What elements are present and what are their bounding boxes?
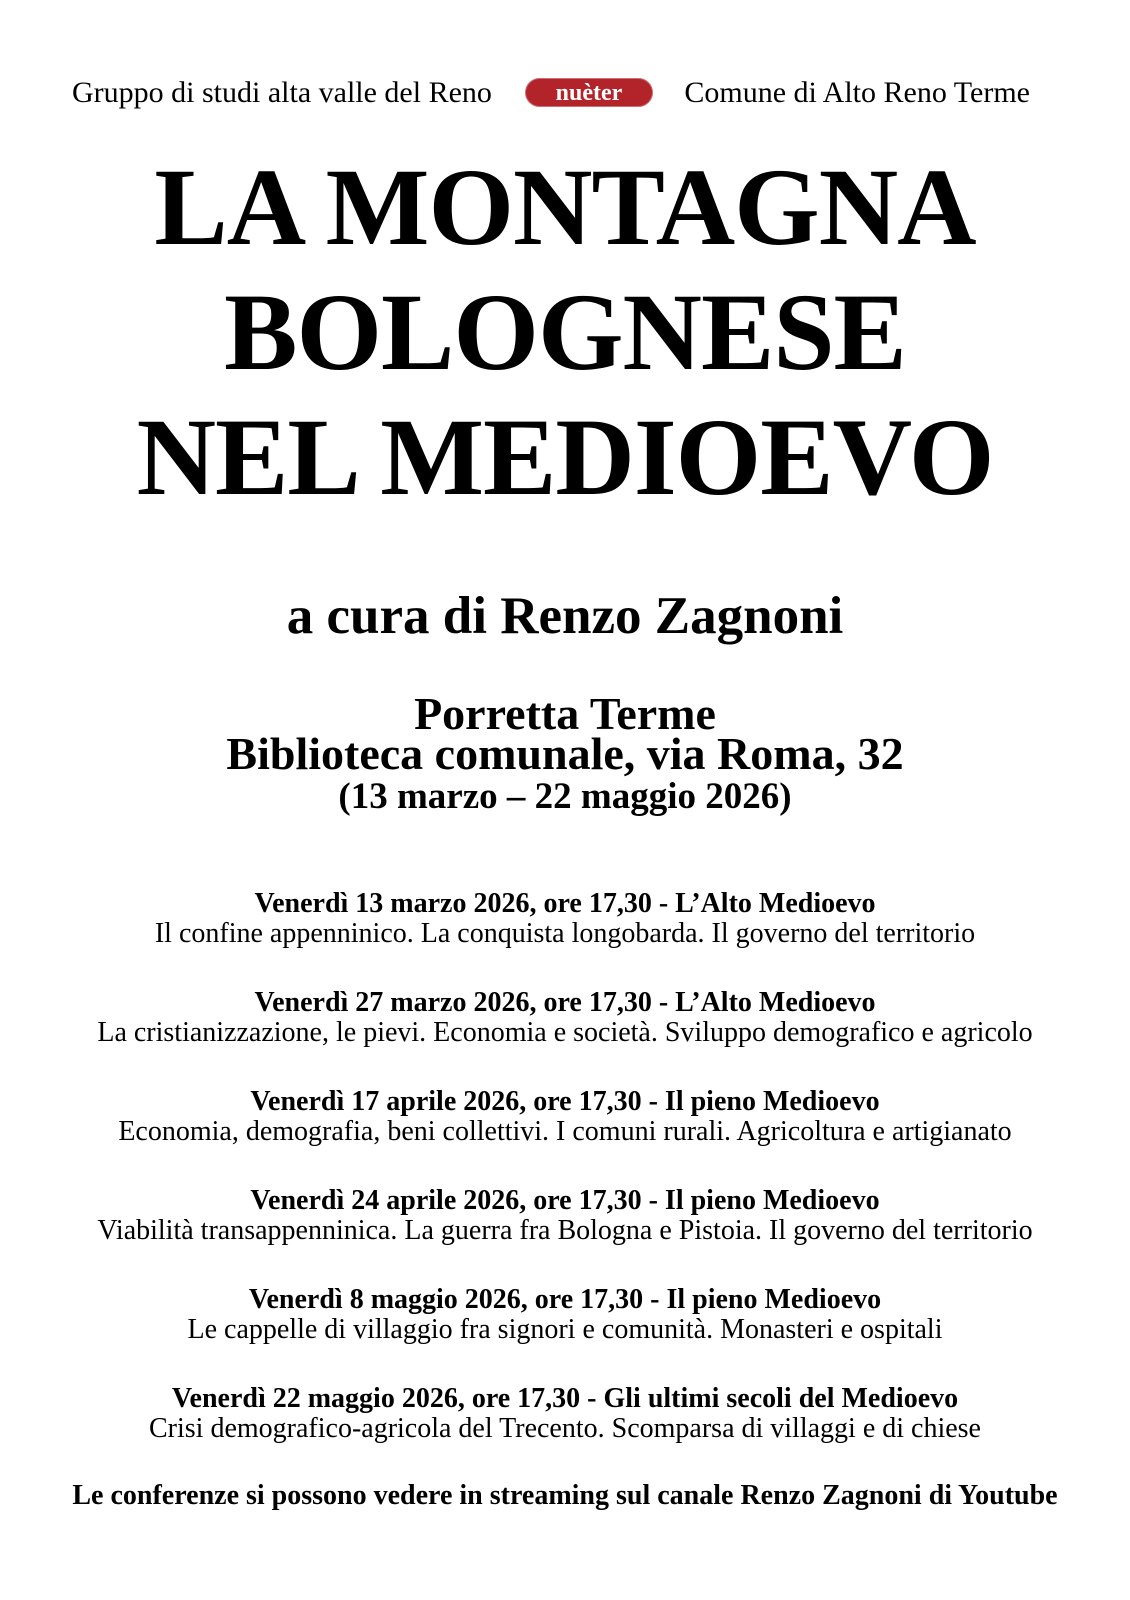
- venue-date-range: (13 marzo – 22 maggio 2026): [338, 776, 792, 817]
- event-description: Crisi demografico-agricola del Trecento. Scomparsa di villaggi e di chiese: [149, 1413, 981, 1444]
- curator-line: a cura di Renzo Zagnoni: [286, 587, 844, 645]
- organization-left-label: Gruppo di studi alta valle del Reno: [72, 76, 492, 109]
- event-heading: Venerdì 8 maggio 2026, ore 17,30 - Il pieno Medioevo: [248, 1284, 882, 1315]
- event-heading: Venerdì 27 marzo 2026, ore 17,30 - L’Alto Medioevo: [254, 987, 876, 1018]
- event-heading: Venerdì 13 marzo 2026, ore 17,30 - L’Alto Medioevo: [254, 888, 876, 919]
- event-item: [0, 1384, 1130, 1444]
- event-heading: Venerdì 24 aprile 2026, ore 17,30 - Il pieno Medioevo: [250, 1185, 880, 1216]
- event-item: [0, 988, 1130, 1048]
- venue-city: Porretta Terme: [414, 688, 716, 739]
- event-heading: Venerdì 22 maggio 2026, ore 17,30 - Gli ultimi secoli del Medioevo: [171, 1383, 959, 1414]
- event-item: [0, 889, 1130, 949]
- nueter-badge: nuèter: [525, 78, 653, 107]
- event-item: [0, 1087, 1130, 1147]
- event-description: Economia, demografia, beni collettivi. I comuni rurali. Agricoltura e artigianato: [118, 1116, 1012, 1147]
- event-description: Viabilità transappenninica. La guerra fra Bologna e Pistoia. Il governo del territorio: [97, 1215, 1033, 1246]
- event-item: [0, 1285, 1130, 1345]
- poster-title-line1: LA MONTAGNA: [154, 146, 976, 268]
- event-heading: Venerdì 17 aprile 2026, ore 17,30 - Il pieno Medioevo: [250, 1086, 880, 1117]
- event-description: La cristianizzazione, le pievi. Economia e società. Sviluppo demografico e agricolo: [97, 1017, 1033, 1048]
- organization-right-label: Comune di Alto Reno Terme: [684, 76, 1030, 109]
- venue-address: Biblioteca comunale, via Roma, 32: [226, 728, 904, 779]
- venue-block: [0, 688, 1130, 817]
- events-list: [0, 889, 1130, 1483]
- event-item: [0, 1186, 1130, 1246]
- poster-title: [0, 145, 1130, 520]
- poster-title-line2: BOLOGNESE: [224, 271, 906, 393]
- event-description: Le cappelle di villaggio fra signori e comunità. Monasteri e ospitali: [187, 1314, 943, 1345]
- event-description: Il confine appenninico. La conquista longobarda. Il governo del territorio: [154, 918, 976, 949]
- poster-title-line3: NEL MEDIOEVO: [136, 396, 994, 518]
- streaming-note: Le conferenze si possono vedere in streaming sul canale Renzo Zagnoni di Youtube: [72, 1480, 1058, 1511]
